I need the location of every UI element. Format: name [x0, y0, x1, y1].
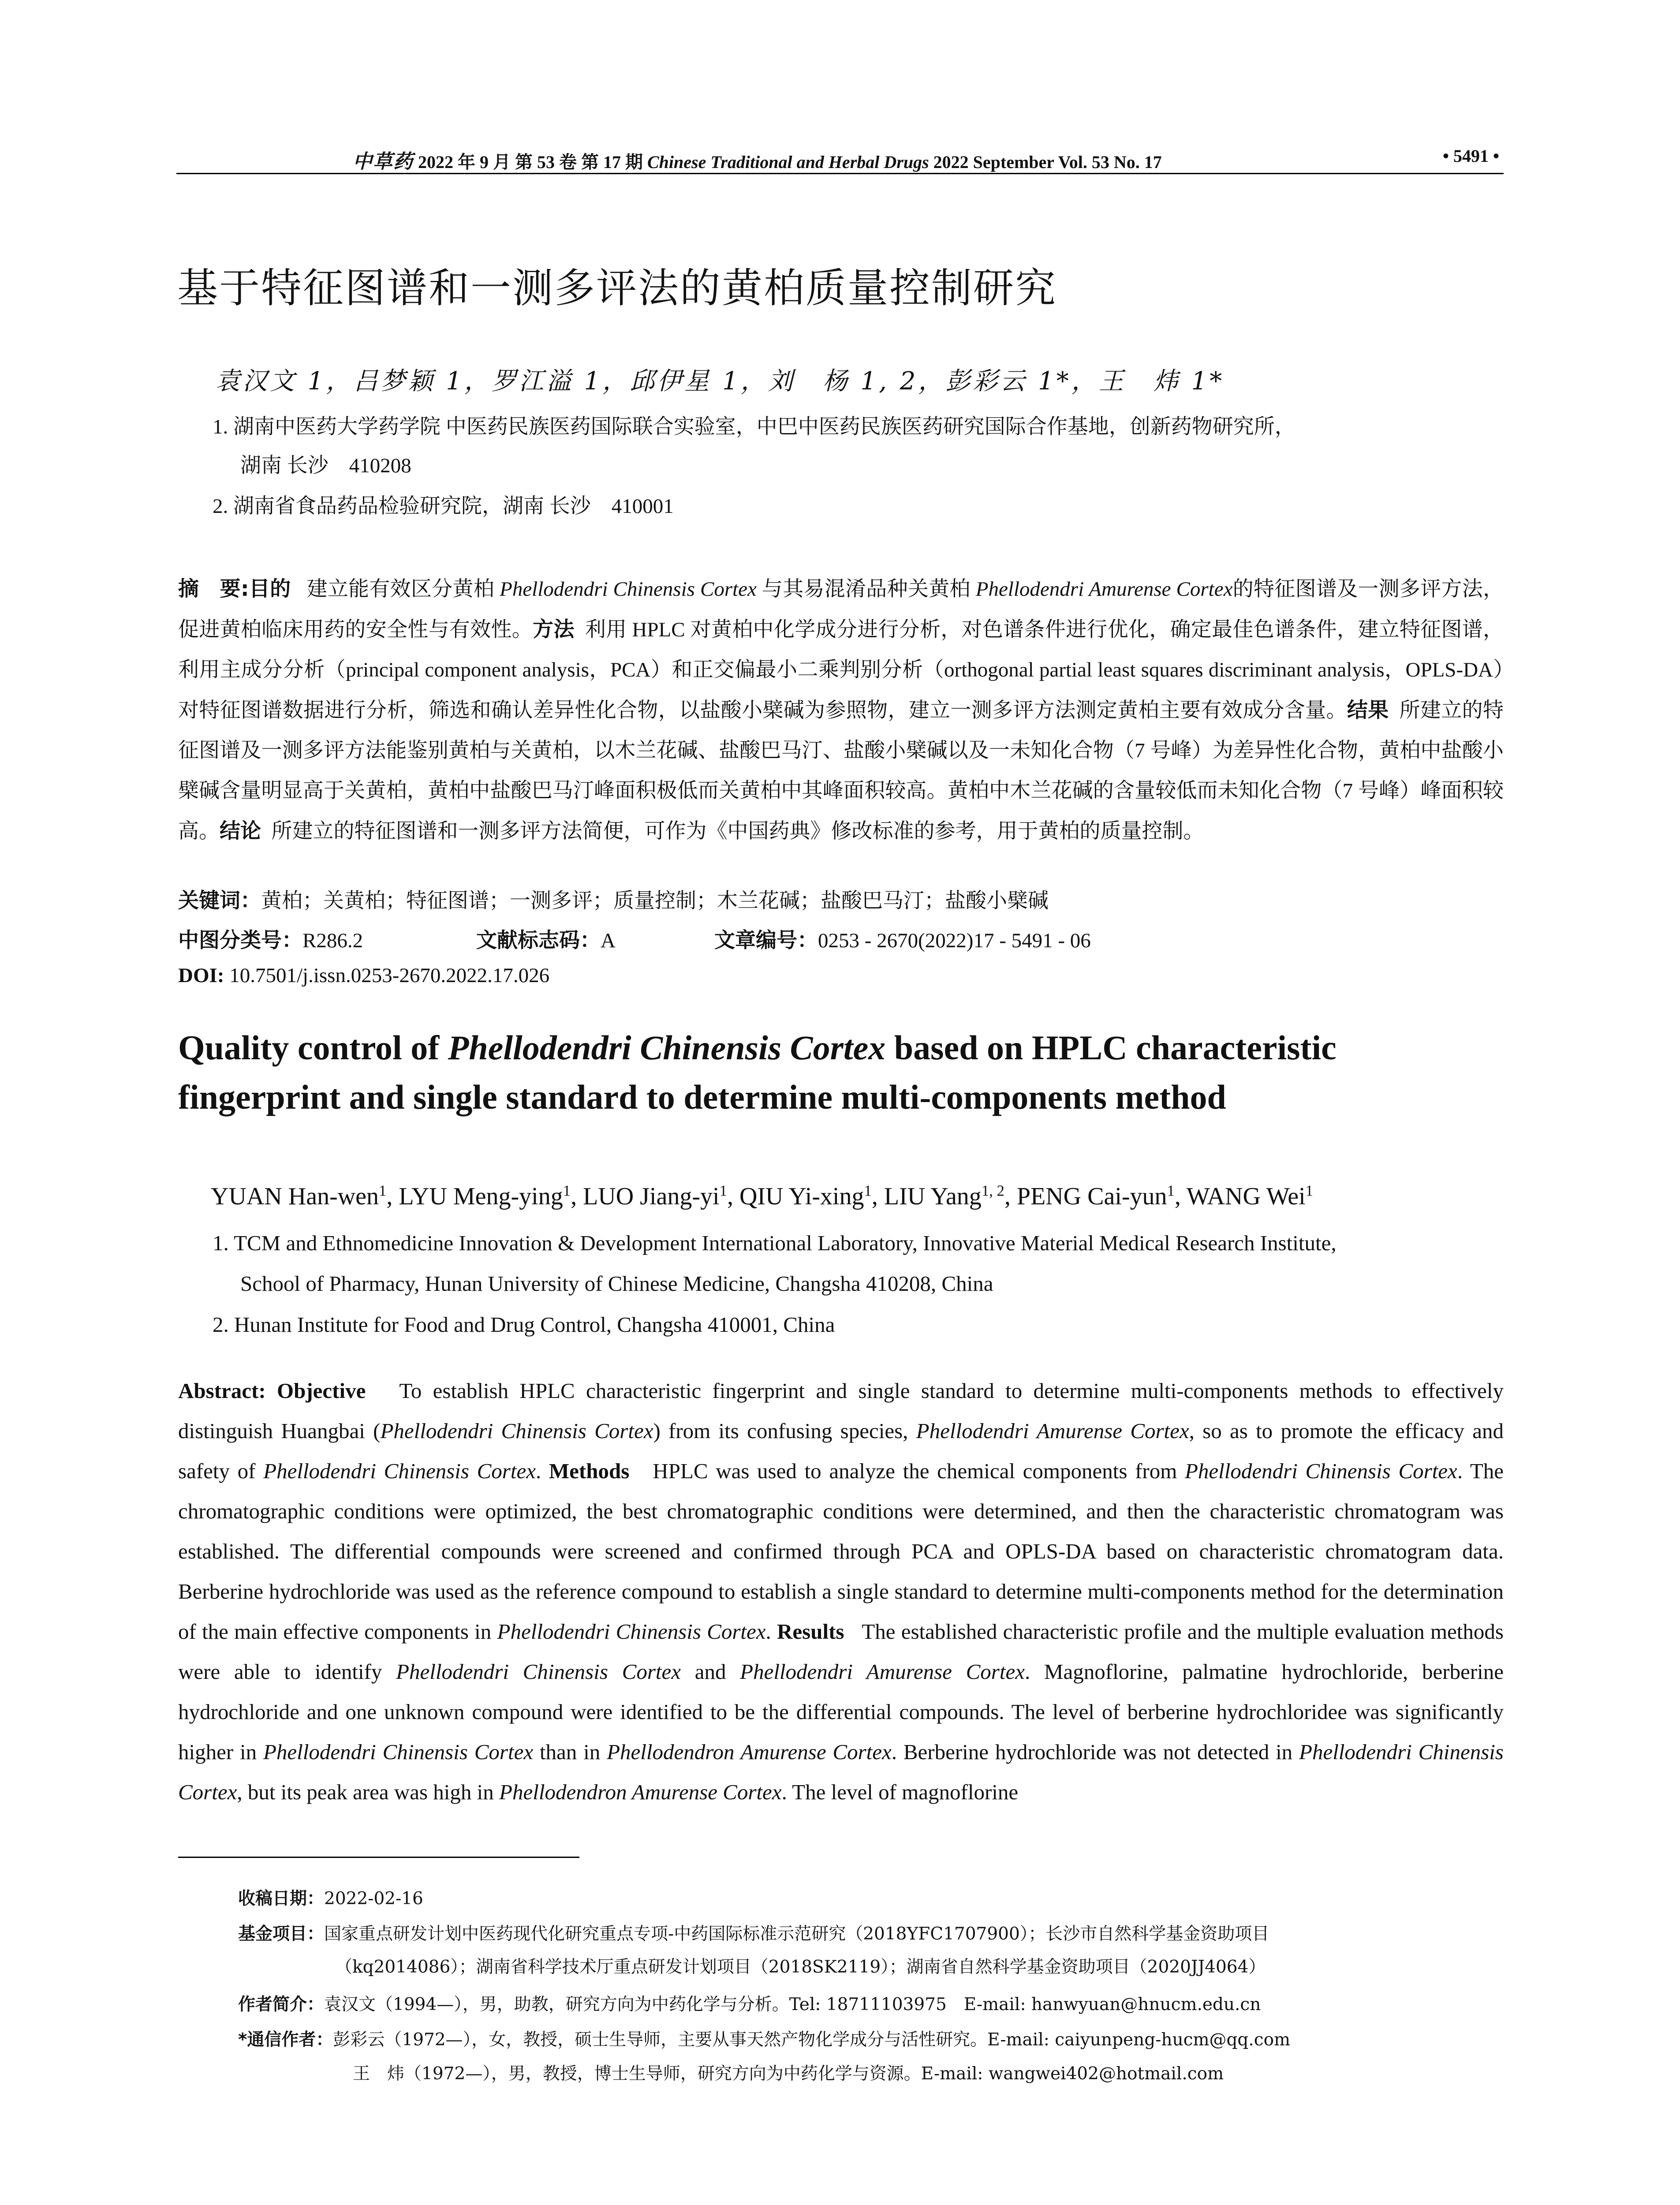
conclusion-text-cn: 所建立的特征图谱和一测多评方法简便，可作为《中国药典》修改标准的参考，用于黄柏的质量控制。 [271, 820, 1204, 843]
abstract-en-label: Abstract: Objective [178, 1379, 366, 1403]
fund-label: 基金项目： [238, 1924, 325, 1944]
header-date-cn: 2022 年 9 月 第 53 卷 第 17 期 [418, 152, 643, 172]
methods-text-en: HPLC was used to analyze the chemical components from [653, 1459, 1185, 1483]
bio-label: 作者简介： [238, 1995, 325, 2014]
author-en: PENG Cai-yun$^1$, [1016, 1182, 1187, 1210]
results-label-en: Results [777, 1619, 844, 1644]
species-name: Phellodendri Chinensis Cortex [178, 1740, 1504, 1804]
article-number [714, 924, 1091, 953]
abstract-cn [178, 569, 1504, 852]
results-text-en: The established characteristic profile and the multiple evaluation methods were able to identify [178, 1619, 1504, 1684]
clc-value: R286.2 [302, 929, 363, 952]
objective-text-en: ) from its confusing species, [653, 1419, 916, 1443]
methods-label-cn: 方法 [533, 617, 575, 642]
fund-line-1 [238, 1921, 1269, 1948]
abstract-cn-label: 摘 要: [178, 577, 249, 601]
author-en: YUAN Han-wen$^1$, [211, 1182, 399, 1210]
clc-label: 中图分类号： [178, 928, 302, 953]
corresponding-label: *通信作者： [238, 2030, 333, 2050]
conclusion-label-cn: 结论 [220, 819, 261, 843]
species-name: Phellodendri Chinensis Cortex [497, 1619, 766, 1644]
author-en: LUO Jiang-$yi^1$, [583, 1182, 739, 1210]
abstract-en [178, 1371, 1504, 1812]
objective-text-cn-3: 的特征图谱及一测多评方法，促进黄柏临床用药的安全性与有效性。 [178, 578, 1504, 641]
doi-label: DOI: [178, 964, 224, 987]
doc-code [476, 924, 616, 953]
header-date-en: 2022 September Vol. 53 No. 17 [933, 152, 1162, 172]
author-bio [238, 1991, 1261, 2018]
received-label: 收稿日期： [238, 1889, 325, 1909]
results-text-cn: 所建立的特征图谱及一测多评方法能鉴别黄柏与关黄柏，以木兰花碱、盐酸巴马汀、盐酸小檗碱以及一未知化合物（7 号峰）为差异性化合物，黄柏中盐酸小檗碱含量明显高于关黄柏，黄柏中盐酸巴马汀峰面积极低而关黄柏中其峰面积较高。黄柏中木兰花碱的含量较低而未知化合物（7 号峰）峰面积较高。 [178, 699, 1504, 843]
species-name: Phellodendron Amurense Cortex [607, 1740, 892, 1764]
species-name: Phellodendron Amurense Cortex [499, 1780, 782, 1804]
results-text-en: . The level of magnoflorine [781, 1780, 1019, 1804]
results-text-en: , but its peak area was high in [237, 1780, 500, 1804]
species-name: Phellodendri Chinensis Cortex [380, 1419, 653, 1443]
author-en: LYU Meng-ying$^1$, [399, 1182, 583, 1210]
corresponding-author-1 [238, 2026, 1290, 2054]
affiliation-cn-2: 2. 湖南省食品药品检验研究院，湖南 长沙 410001 [213, 495, 674, 518]
results-text-en: and [681, 1659, 740, 1684]
article-title-en [178, 1023, 1505, 1122]
results-text-en: . Magnoflorine, palmatine hydrochloride, berberine hydrochloride and one unknown compound were identified to be the differential compounds. The level of berberine hydrochloridee was significantly higher in [178, 1659, 1504, 1764]
footnote-divider [178, 1857, 579, 1858]
species-name: Phellodendri Chinensis Cortex [263, 1740, 534, 1764]
journal-logo: 中草药 [353, 150, 414, 173]
page-number: • 5491 • [1442, 146, 1499, 166]
keywords-text: 黄柏；关黄柏；特征图谱；一测多评；质量控制；木兰花碱；盐酸巴马汀；盐酸小檗碱 [261, 889, 1049, 912]
objective-text-en: To establish HPLC characteristic fingerprint and single standard to determine multi-components methods to effectively distinguish Huangbai ( [178, 1379, 1504, 1443]
header-journal-en: Chinese Traditional and Herbal Drugs [647, 152, 929, 172]
article-number-label: 文章编号： [714, 928, 818, 953]
objective-label-cn: 目的 [249, 577, 291, 601]
author-en: WANG Wei$^1$ [1186, 1182, 1314, 1210]
results-label-cn: 结果 [1347, 698, 1389, 722]
species-name: Phellodendri Chinensis Cortex [396, 1659, 681, 1684]
running-header [176, 146, 1504, 174]
objective-text-en: , so as to promote the efficacy and safety of [178, 1419, 1504, 1483]
bio-text: 袁汉文（1994—），男，助教，研究方向为中药化学与分析。Tel: 18711103975 E-mail: hanwyuan@hnucm.edu.cn [324, 1995, 1261, 2014]
affiliation-cn-1: 1. 湖南中医药大学药学院 中医药民族医药国际联合实验室，中巴中医药民族医药研究国际合作基地，创新药物研究所， [213, 415, 1295, 438]
fund-text-1: 国家重点研发计划中医药现代化研究重点专项-中药国际标准示范研究（2018YFC1707900）；长沙市自然科学基金资助项目 [324, 1924, 1269, 1944]
corresponding-text-1: 彭彩云（1972—），女，教授，硕士生导师，主要从事天然产物化学成分与活性研究。E-mail: caiyunpeng-hucm@qq.com [333, 2030, 1291, 2050]
species-name: Phellodendri Amurense Cortex [916, 1419, 1189, 1443]
species-name: Phellodendri Amurense Cortex [740, 1659, 1025, 1684]
keywords-label: 关键词： [178, 889, 261, 913]
authors-en [211, 1182, 1313, 1211]
species-name: Phellodendri Amurense Cortex [975, 578, 1233, 601]
methods-text-cn: 利用 HPLC 对黄柏中化学成分进行分析，对色谱条件进行优化，确定最佳色谱条件，建立特征图谱，利用主成分分析（principal component analysis，PCA）和正交偏最小二乘判别分析（orthogonal partial least squares discriminant analysis，OPLS-DA）对特征图谱数据进行分析，筛选和确认差异性化合物，以盐酸小檗碱为参照物，建立一测多评方法测定黄柏主要有效成分含量。 [178, 618, 1504, 722]
author-en: QIU Yi-xing$^1$, [739, 1182, 884, 1210]
doc-value: A [601, 929, 616, 952]
species-name: Phellodendri Chinensis Cortex [1184, 1459, 1457, 1483]
fund-line-2: （kq2014086）；湖南省科学技术厅重点研发计划项目（2018SK2119）；湖南省自然科学基金资助项目（2020JJ4064） [335, 1957, 1266, 1977]
article-title-cn: 基于特征图谱和一测多评法的黄柏质量控制研究 [177, 265, 1057, 312]
article-number-value: 0253 - 2670(2022)17 - 5491 - 06 [818, 929, 1091, 952]
keywords-cn [178, 884, 1049, 914]
author-en: LIU Yang$^{1, 2}$, [884, 1182, 1017, 1210]
affiliation-en-2: 2. Hunan Institute for Food and Drug Control, Changsha 410001, China [213, 1312, 835, 1337]
title-en-part2: based on HPLC characteristic fingerprint and single standard to determine multi-components method [178, 1028, 1337, 1116]
objective-text-en: . [535, 1459, 549, 1483]
methods-text-en: . [765, 1619, 777, 1644]
authors-cn: 袁汉文 1，吕梦颖 1，罗江溢 1，邱伊星 1，刘 杨 1, 2，彭彩云 1*，王 炜 1* [215, 367, 1225, 396]
title-en-part1: Quality control of [178, 1028, 448, 1067]
objective-text-cn-2: 与其易混淆品种关黄柏 [762, 578, 971, 601]
affiliation-en-1-cont: School of Pharmacy, Hunan University of Chinese Medicine, Changsha 410208, China [240, 1271, 993, 1296]
methods-text-en: . The chromatographic conditions were optimized, the best chromatographic conditions were determined, and then the characteristic chromatogram was established. The differential compounds were screened and confirmed through PCA and OPLS-DA based on characteristic chromatogram data. Berberine hydrochloride was used as the reference compound to establish a single standard to determine multi-components method for the determination of the main effective components in [178, 1459, 1504, 1644]
objective-text-cn: 建立能有效区分黄柏 [306, 578, 495, 601]
doi-line [178, 964, 549, 987]
corresponding-author-2: 王 炜（1972—），男，教授，博士生导师，研究方向为中药化学与资源。E-mail: wangwei402@hotmail.com [353, 2064, 1224, 2084]
affiliation-cn-1-cont: 湖南 长沙 410208 [240, 454, 411, 477]
received-value: 2022-02-16 [324, 1889, 423, 1909]
received-date [238, 1885, 423, 1913]
doc-label: 文献标志码： [476, 928, 601, 953]
title-en-species: Phellodendri Chinensis Cortex [448, 1028, 886, 1067]
results-text-en: than in [533, 1740, 607, 1764]
species-name: Phellodendri Chinensis Cortex [263, 1459, 536, 1483]
species-name: Phellodendri Chinensis Cortex [500, 578, 757, 601]
affiliation-en-1: 1. TCM and Ethnomedicine Innovation & Development International Laboratory, Innovative Material Medical Research Institute, [213, 1231, 1337, 1255]
methods-label-en: Methods [549, 1459, 630, 1483]
classification-row [178, 924, 363, 953]
results-text-en: . Berberine hydrochloride was not detected in [891, 1740, 1299, 1764]
doi-value: 10.7501/j.issn.0253-2670.2022.17.026 [229, 964, 550, 987]
